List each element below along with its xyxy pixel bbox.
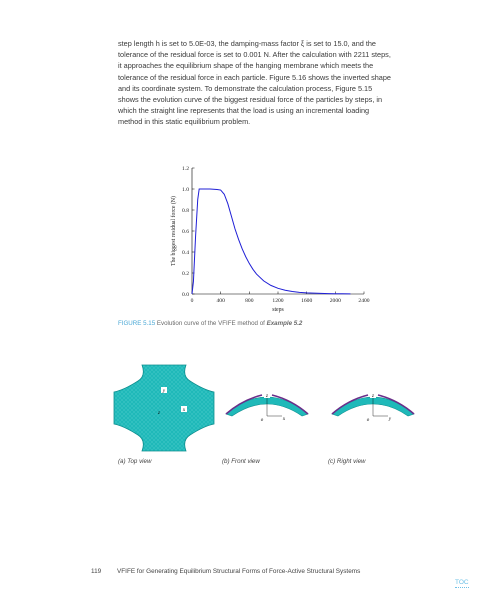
top-view-y-label: y	[162, 389, 166, 394]
body-paragraph: step length h is set to 5.0E-03, the damping-mass factor ξ is set to 15.0, and the tolerance of the residual force is set to 0.001 N. After the calculation with 2211 steps, it approaches the equilibrium shape of the hanging membrane which meets the tolerance of the residual force in each particle. Figure 5.16 shows the inverted shape and its coordinate system. To demonstrate the calculation process, Figure 5.15 shows the evolution curve of the biggest residual force of the particles by steps, in which the straight line represents that the load is using an incremental loading method in this static equilibrium problem.	[118, 39, 391, 127]
top-view-figure	[112, 362, 216, 454]
front-view-origin-label: o	[260, 418, 264, 423]
top-view-mesh	[114, 365, 214, 451]
y-tick-label: 0.4	[182, 250, 189, 256]
y-axis-label: The biggest residual force (N)	[171, 196, 177, 266]
x-tick-label: 800	[245, 298, 254, 304]
x-tick-label: 400	[216, 298, 225, 304]
figure-caption-text: Evolution curve of the VFIFE method of	[155, 320, 267, 327]
series-line-0	[192, 189, 350, 294]
front-view-x-label: x	[282, 417, 286, 422]
right-view-figure	[328, 386, 418, 426]
figure-caption-label: FIGURE 5.15	[118, 320, 156, 327]
x-tick-label: 0	[190, 298, 194, 304]
front-view-z-label: z	[266, 394, 268, 399]
x-tick-label: 2000	[329, 298, 341, 304]
page-number: 119	[91, 568, 102, 575]
chart-layer	[170, 166, 370, 313]
y-tick-label: 0.2	[182, 271, 189, 277]
top-view-caption: (a) Top view	[118, 458, 152, 465]
right-view-y-label: y	[388, 417, 392, 422]
x-tick-label: 1600	[301, 298, 313, 304]
right-view-z-label: z	[372, 394, 374, 399]
x-axis-label: steps	[272, 307, 284, 313]
figure-caption	[118, 320, 302, 327]
y-tick-label: 0.0	[182, 292, 189, 298]
front-view-figure	[222, 386, 312, 426]
y-tick-label: 0.8	[182, 208, 189, 214]
y-tick-label: 1.0	[182, 187, 189, 193]
running-footer-title: VFIFE for Generating Equilibrium Structural Forms of Force-Active Structural Systems	[117, 568, 361, 575]
front-view-caption: (b) Front view	[222, 458, 260, 465]
top-view-x-label: x	[182, 408, 186, 413]
right-view-caption: (c) Right view	[328, 458, 366, 465]
y-tick-label: 0.6	[182, 229, 189, 235]
y-tick-label: 1.2	[182, 166, 189, 172]
toc-link[interactable]: TOC	[455, 579, 469, 586]
right-view-origin-label: o	[366, 418, 370, 423]
x-tick-label: 1200	[272, 298, 284, 304]
figure-caption-example: Example 5.2	[266, 320, 303, 327]
x-tick-label: 2400	[358, 298, 370, 304]
top-view-z-label: z	[158, 411, 160, 416]
